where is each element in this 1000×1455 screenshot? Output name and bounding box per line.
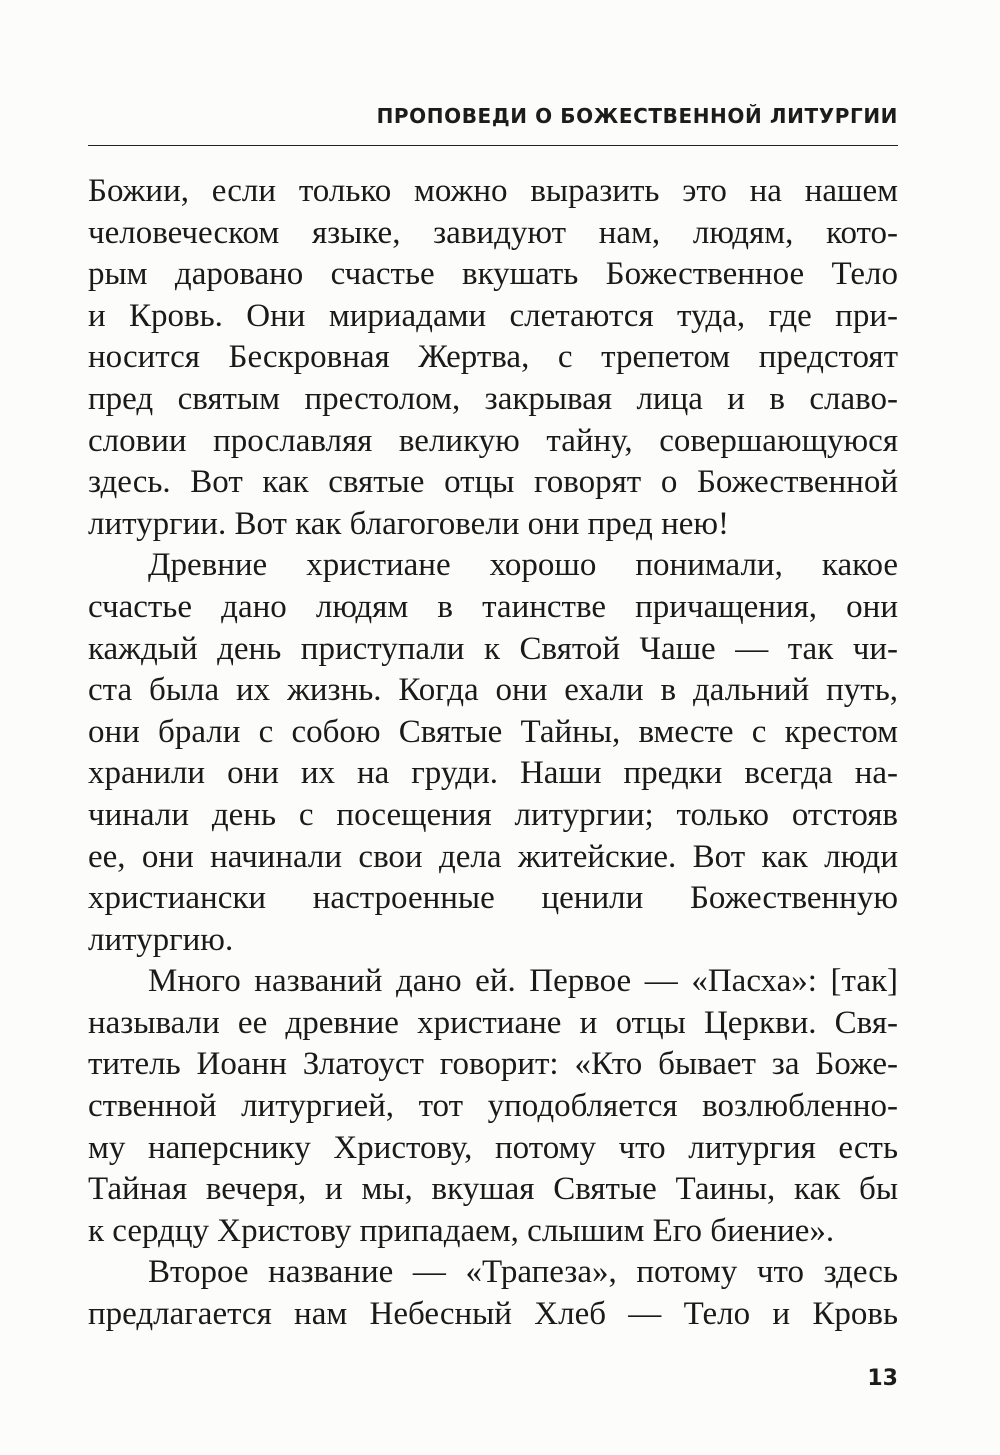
text-line: ста была их жизнь. Когда они ехали в дальний путь, xyxy=(88,672,898,709)
text-line: они брали с собою Святые Тайны, вместе с крестом xyxy=(88,713,898,750)
text-line: Божии, если только можно выразить это на нашем xyxy=(88,173,898,209)
body-text xyxy=(88,171,898,1336)
text-line: предлагается нам Небесный Хлеб — Тело и Кровь xyxy=(88,1296,898,1333)
running-head: ПРОПОВЕДИ О БОЖЕСТВЕННОЙ ЛИТУРГИИ xyxy=(376,104,898,128)
text-line: носится Бескровная Жертва, с трепетом предстоят xyxy=(88,339,898,376)
page-number: 13 xyxy=(867,1366,898,1391)
text-line: литургии. Вот как благоговели они пред нею! xyxy=(88,505,730,542)
text-line: к сердцу Христову припадаем, слышим Его биение». xyxy=(88,1212,835,1249)
text-line: ее, они начинали свои дела житейские. Вот как люди xyxy=(88,838,898,875)
text-line: счастье дано людям в таинстве причащения, они xyxy=(88,588,898,625)
text-line: титель Иоанн Златоуст говорит: «Кто бывает за Боже- xyxy=(88,1046,898,1083)
text-line: Много названий дано ей. Первое — «Пасха»: [так] xyxy=(148,963,898,1000)
text-line: Древние христиане хорошо понимали, какое xyxy=(148,547,898,584)
text-line: му наперснику Христову, потому что литургия есть xyxy=(88,1129,898,1166)
text-line: ственной литургией, тот уподобляется возлюбленно- xyxy=(88,1088,898,1125)
header-rule xyxy=(88,145,898,146)
text-line: и Кровь. Они мириадами слетаются туда, где при- xyxy=(88,297,898,334)
text-line: литургию. xyxy=(88,921,234,958)
text-line: пред святым престолом, закрывая лица и в славо- xyxy=(88,380,898,417)
text-line: каждый день приступали к Святой Чаше — так чи- xyxy=(88,630,898,667)
text-line: хранили они их на груди. Наши предки всегда на- xyxy=(88,755,898,792)
text-line: здесь. Вот как святые отцы говорят о Божественной xyxy=(88,464,898,501)
text-line: называли ее древние христиане и отцы Церкви. Свя- xyxy=(88,1004,898,1041)
text-line: чинали день с посещения литургии; только отстояв xyxy=(88,796,898,833)
text-line: Второе название — «Трапеза», потому что здесь xyxy=(148,1254,898,1291)
text-line: человеческом языке, завидуют нам, людям, кото- xyxy=(88,214,898,251)
text-line: словии прославляя великую тайну, совершающуюся xyxy=(88,422,898,459)
text-line: рым даровано счастье вкушать Божественное Тело xyxy=(88,256,898,293)
text-line: Тайная вечеря, и мы, вкушая Святые Таины, как бы xyxy=(88,1171,898,1208)
text-line: христиански настроенные ценили Божественную xyxy=(88,880,898,917)
